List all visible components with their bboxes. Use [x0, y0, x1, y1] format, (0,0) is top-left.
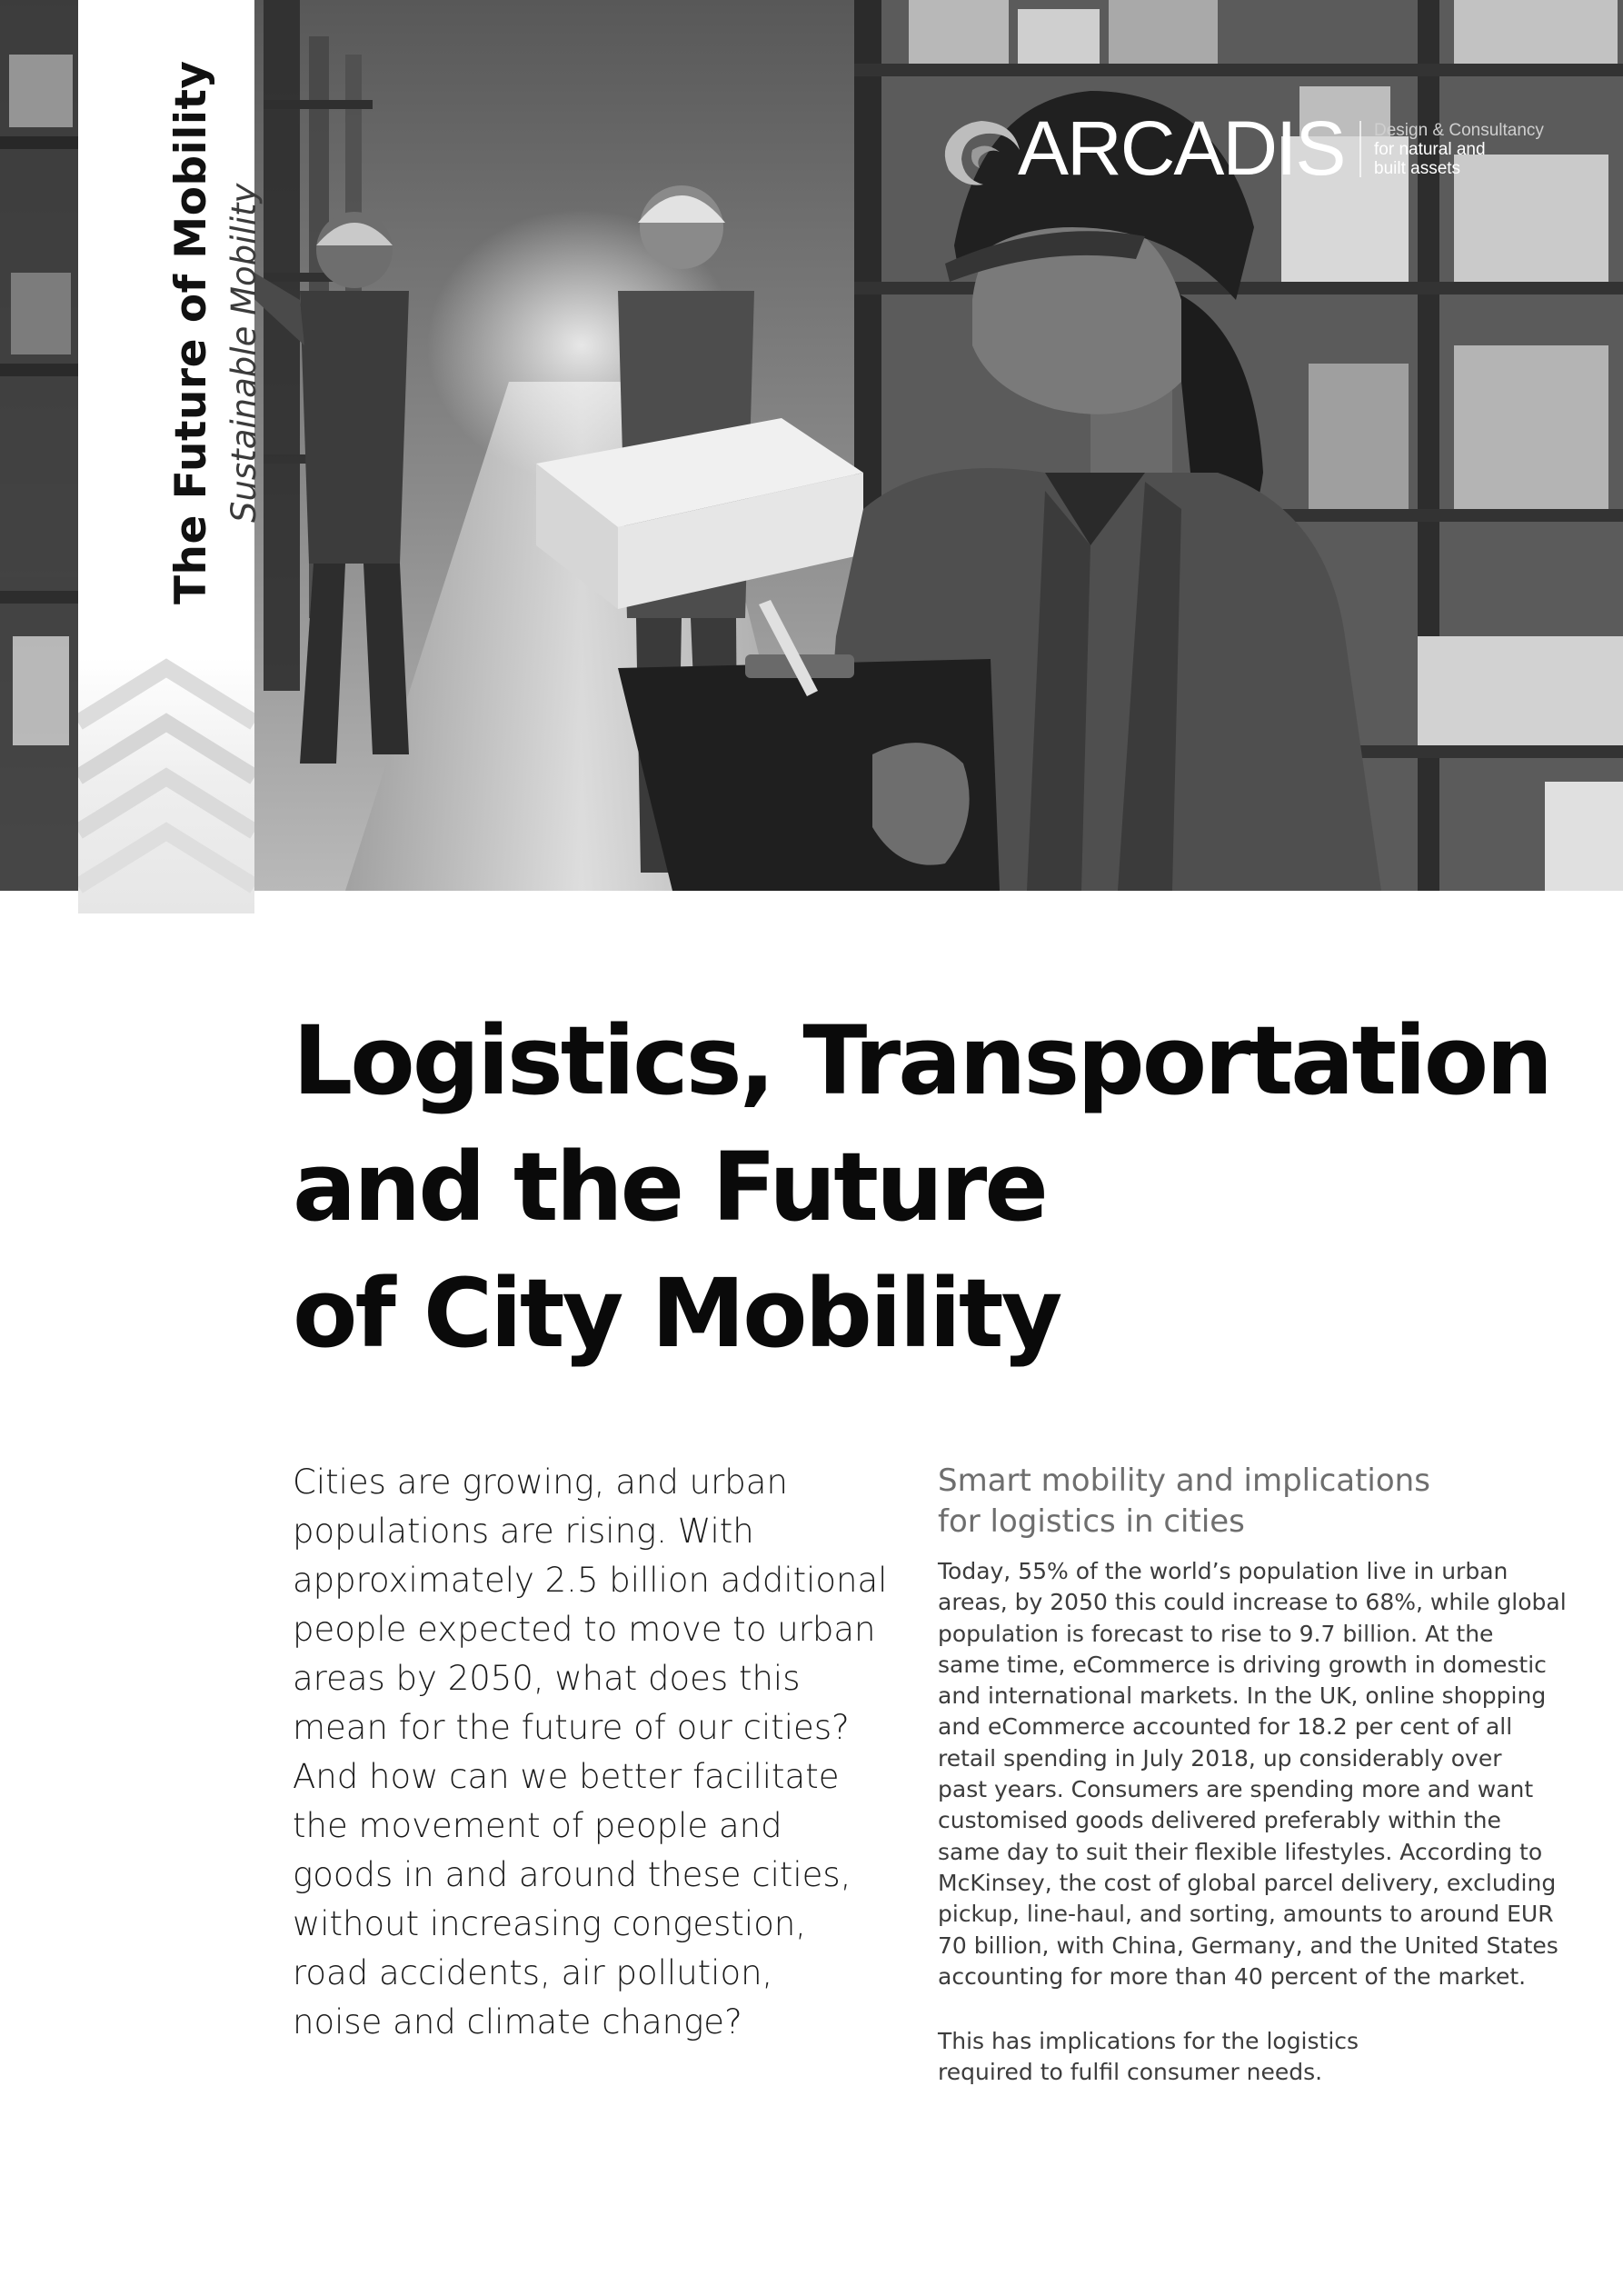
intro-line: without increasing congestion,: [293, 1904, 807, 1943]
body-line: same day to suit their flexible lifestyles. According to: [938, 1838, 1543, 1865]
arcadis-wordmark: ARCADIS: [1018, 105, 1345, 191]
body-paragraph-2: [938, 2026, 1574, 2089]
title-line: Logistics, Transportation: [293, 1005, 1551, 1116]
body-line: This has implications for the logistics: [938, 2028, 1359, 2054]
body-line: population is forecast to rise to 9.7 billion. At the: [938, 1620, 1494, 1647]
arcadis-logo: [936, 105, 1572, 195]
logo-tagline: [1374, 121, 1544, 178]
intro-paragraph: [293, 1458, 888, 2047]
body-line: retail spending in July 2018, up considerably over: [938, 1744, 1502, 1772]
intro-line: Cities are growing, and urban: [293, 1462, 788, 1502]
body-line: and international markets. In the UK, online shopping: [938, 1682, 1547, 1710]
intro-line: road accidents, air pollution,: [293, 1953, 773, 1992]
body-line: Today, 55% of the world’s population live in urban: [938, 1558, 1508, 1584]
body-line: same time, eCommerce is driving growth in domestic: [938, 1651, 1547, 1678]
body-line: McKinsey, the cost of global parcel delivery, excluding: [938, 1869, 1557, 1896]
banner-subtitle: Sustainable Mobility: [224, 183, 264, 523]
logo-tagline-line3: built assets: [1374, 159, 1461, 178]
arcadis-swirl-icon: [936, 114, 1027, 195]
intro-line: populations are rising. With: [293, 1512, 754, 1551]
chevron-pattern-icon: [78, 641, 254, 913]
body-line: and eCommerce accounted for 18.2 per cent of all: [938, 1713, 1513, 1741]
title-line: of City Mobility: [293, 1258, 1060, 1369]
body-line: accounting for more than 40 percent of the market.: [938, 1962, 1527, 1990]
body-line: customised goods delivered preferably within the: [938, 1807, 1501, 1834]
section-heading: [938, 1461, 1574, 1542]
body-line: pickup, line-haul, and sorting, amounts to around EUR: [938, 1901, 1554, 1928]
intro-line: And how can we better facilitate: [293, 1757, 840, 1796]
body-line: 70 billion, with China, Germany, and the United States: [938, 1932, 1558, 1959]
page-title: [293, 998, 1565, 1377]
intro-line: people expected to move to urban: [293, 1610, 876, 1649]
intro-line: approximately 2.5 billion additional: [293, 1561, 888, 1600]
section-heading-line: for logistics in cities: [938, 1503, 1245, 1540]
banner-title: The Future of Mobility: [166, 60, 216, 604]
logo-tagline-line2: for natural and: [1374, 140, 1486, 159]
logo-tagline-line1: Design & Consultancy: [1374, 121, 1544, 140]
intro-line: noise and climate change?: [293, 2002, 742, 2041]
body-line: areas, by 2050 this could increase to 68%, while global: [938, 1589, 1567, 1616]
intro-line: goods in and around these cities,: [293, 1855, 851, 1894]
logo-divider: [1359, 121, 1361, 177]
body-line: past years. Consumers are spending more and want: [938, 1776, 1534, 1803]
intro-line: mean for the future of our cities?: [293, 1708, 850, 1747]
intro-line: the movement of people and: [293, 1806, 782, 1845]
intro-line: areas by 2050, what does this: [293, 1659, 801, 1698]
title-line: and the Future: [293, 1132, 1046, 1243]
body-line: required to fulfil consumer needs.: [938, 2059, 1323, 2086]
body-paragraph-1: [938, 1556, 1574, 1992]
section-heading-line: Smart mobility and implications: [938, 1462, 1430, 1499]
